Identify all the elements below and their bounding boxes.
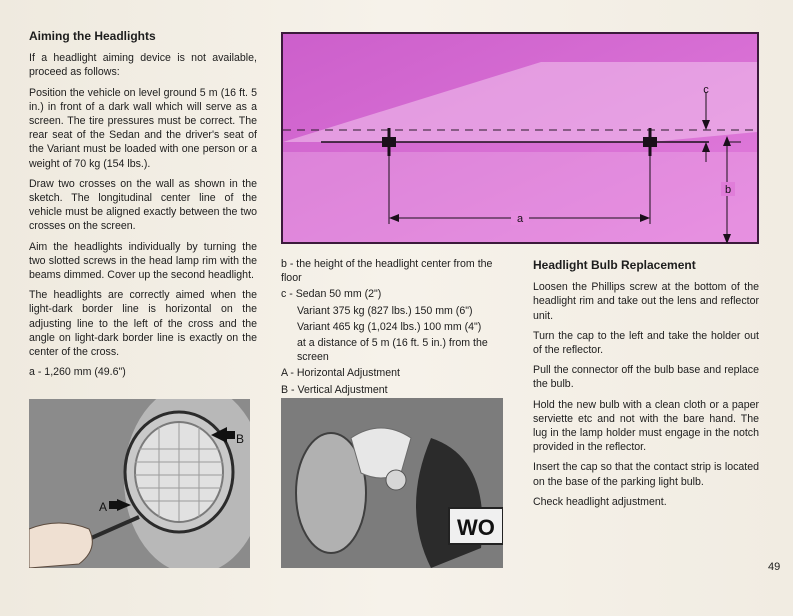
photo-label-a: A (99, 500, 108, 514)
bulb-paragraph: Check headlight adjustment. (533, 495, 667, 508)
aiming-paragraph: Draw two crosses on the wall as shown in the sketch. The longitudinal center line of the vehicle must be aligned exactly between the two crosses on the screen. (29, 177, 257, 233)
bulb-photo (281, 398, 503, 568)
page-number: 49 (768, 561, 781, 573)
aiming-title: Aiming the Headlights (29, 29, 156, 43)
aiming-diagram (281, 32, 759, 244)
dim-c-label: c (703, 84, 709, 96)
aiming-paragraph: If a headlight aiming device is not available, proceed as follows: (29, 52, 257, 79)
dim-a-label: a (516, 213, 524, 225)
legend-a-adjustment: A - Horizontal Adjustment (281, 367, 400, 380)
legend-c-variant-1: Variant 375 kg (827 lbs.) 150 mm (6") (297, 304, 473, 317)
hand-holding-bulb (351, 428, 411, 478)
bulb-replacement-section (533, 258, 759, 515)
aiming-dimension-a: a - 1,260 mm (49.6") (29, 366, 126, 379)
bulb-illustration (281, 398, 503, 568)
legend-c: c - Sedan 50 mm (2") (281, 288, 382, 301)
aiming-paragraph: Aim the headlights individually by turning the two slotted screws in the head lamp rim with the beams dimmed. Cover up the second headlight. (29, 240, 257, 282)
bulb-paragraph: Loosen the Phillips screw at the bottom of the headlight rim and take out the lens and reflector unit. (533, 281, 759, 322)
aiming-paragraph: Position the vehicle on level ground 5 m (16 ft. 5 in.) in front of a dark wall which will serve as a screen. The tire pressures must be correct. The rear seat of the Sedan and the driver's seat of the Variant must be loaded with one person or a weight of 70 kg (154 lbs.). (29, 86, 257, 170)
bulb-icon (386, 470, 406, 490)
lower-light-area (283, 152, 757, 242)
aiming-section (29, 29, 257, 385)
headlight-illustration (29, 399, 250, 568)
photo-label-b: B (236, 432, 245, 446)
bulb-paragraph: Hold the new bulb with a clean cloth or a paper serviette etc and not with the bare hand. The lug in the lamp holder must engage in the notch provided in the reflector. (533, 398, 759, 454)
license-plate-text: WO (457, 515, 495, 540)
legend-c-variant-2: Variant 465 kg (1,024 lbs.) 100 mm (4") (297, 320, 482, 333)
dim-b-label: b (724, 184, 732, 196)
legend-c-distance: at a distance of 5 m (16 ft. 5 in.) from the screen (297, 337, 488, 364)
bulb-paragraph: Turn the cap to the left and take the holder out of the reflector. (533, 329, 759, 357)
dimension-legend (281, 257, 509, 399)
bulb-paragraph: Insert the cap so that the contact strip is located on the base of the parking light bulb. (533, 461, 759, 488)
headlight-photo (29, 399, 250, 568)
aiming-paragraph: The headlights are correctly aimed when the light-dark border line is horizontal on the adjusting line to the left of the cross and the angle on light-dark border line is exactly on the center of the cross. (29, 289, 257, 359)
bulb-paragraph: Pull the connector off the bulb base and replace the bulb. (533, 364, 759, 391)
legend-b-adjustment: B - Vertical Adjustment (281, 383, 388, 396)
bulb-replacement-title: Headlight Bulb Replacement (533, 258, 696, 272)
legend-b: b - the height of the headlight center from the floor (281, 258, 493, 285)
hand-icon (29, 523, 92, 568)
